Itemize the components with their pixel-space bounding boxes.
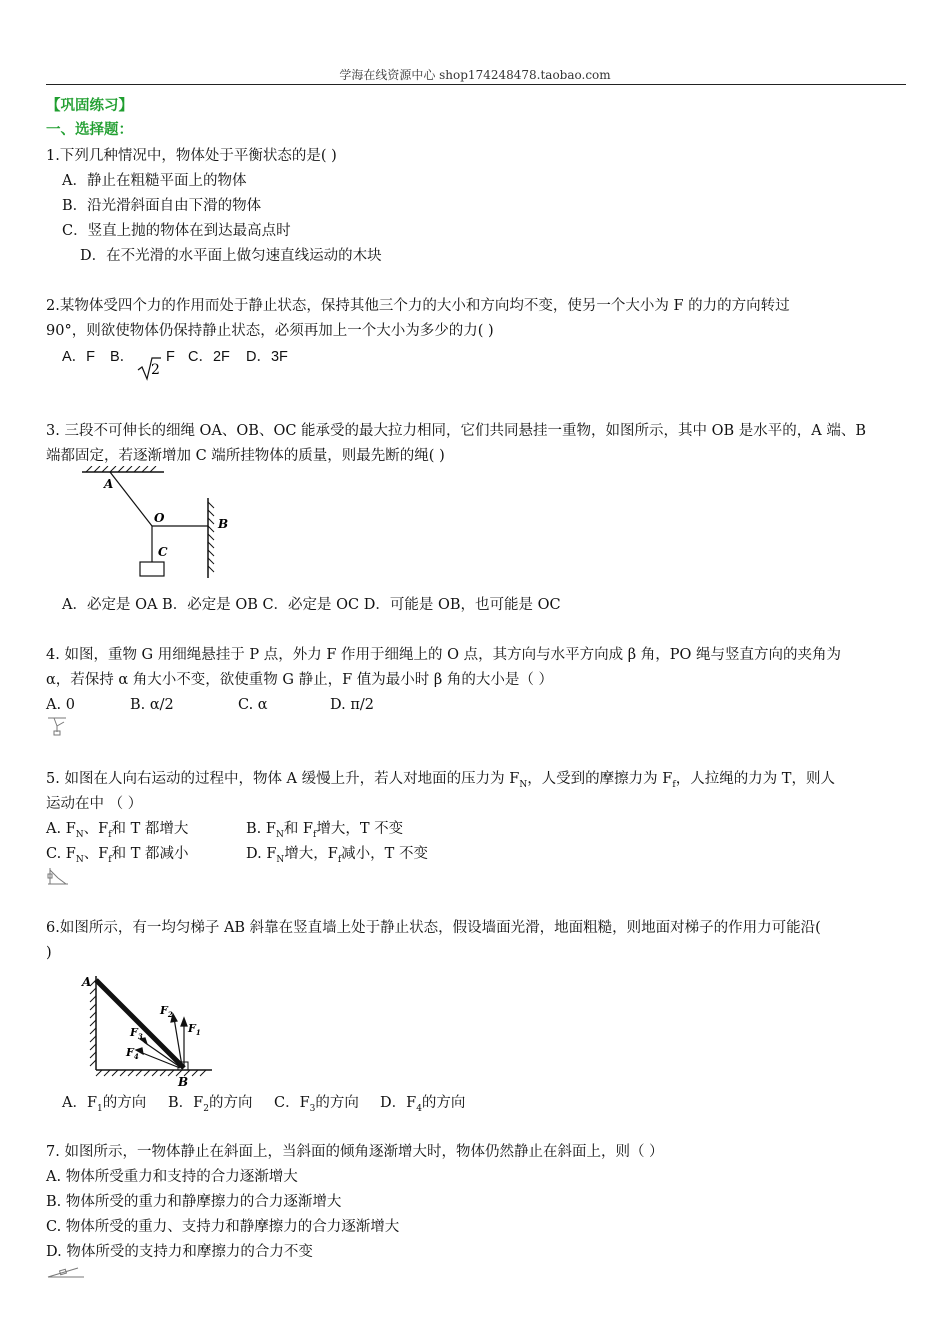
q5-stem-part1: 5. 如图在人向右运动的过程中，物体 A 缓慢上升，若人对地面的压力为 F bbox=[46, 771, 520, 787]
label-f4: $F_4$ bbox=[126, 1046, 139, 1061]
q6-option-b bbox=[168, 1093, 252, 1119]
q1-option-d: D．在不光滑的水平面上做匀速直线运动的木块 bbox=[80, 248, 382, 264]
ladder-ab bbox=[96, 980, 184, 1068]
q4-stem-line1: 4. 如图，重物 G 用细绳悬挂于 P 点，外力 F 作用于细绳上的 O 点，其方向与水平方向成 β 角，PO 绳与竖直方向的夹角为 bbox=[46, 647, 841, 663]
q6-c-pre: C．F bbox=[274, 1095, 310, 1111]
q6-option-a bbox=[62, 1093, 146, 1119]
q5-stem-part3: ，人拉绳的力为 T，则人 bbox=[675, 771, 835, 787]
q2-option-c: C．2F bbox=[188, 349, 230, 365]
label-o: O bbox=[154, 511, 165, 525]
q5-a-mid: 、F bbox=[83, 821, 109, 837]
label-b: B bbox=[218, 517, 229, 531]
q1-option-b: B．沿光滑斜面自由下滑的物体 bbox=[62, 198, 262, 214]
q5-c-pre: C. F bbox=[46, 846, 76, 862]
label-c: C bbox=[158, 545, 168, 559]
q5-b-sub2: f bbox=[312, 829, 317, 840]
hanging-mass bbox=[140, 562, 164, 576]
q2-option-a: A．F bbox=[62, 349, 96, 365]
q5-c-sub2: f bbox=[108, 854, 112, 865]
q5-option-a bbox=[46, 819, 188, 845]
q6-ladder-figure bbox=[76, 970, 216, 1088]
q2-option-d: D．3F bbox=[246, 349, 288, 365]
q5-b-mid: 和 F bbox=[283, 821, 313, 837]
q5-b-tail: 增大，T 不变 bbox=[316, 821, 404, 837]
q1-stem: 1.下列几种情况中，物体处于平衡状态的是( ) bbox=[46, 148, 337, 164]
q5-stem-line2: 运动在中 （ ） bbox=[46, 796, 143, 812]
q5-sub-n: N bbox=[519, 779, 528, 790]
q7-option-d: D. 物体所受的支持力和摩擦力的合力不变 bbox=[46, 1244, 313, 1260]
q6-b-pre: B．F bbox=[168, 1095, 204, 1111]
q6-a-pre: A．F bbox=[62, 1095, 98, 1111]
q6-stem-line2: ) bbox=[46, 945, 52, 961]
q5-stem-line1 bbox=[46, 769, 835, 795]
section-tag: 【巩固练习】 bbox=[46, 97, 133, 114]
q6-d-sub: 4 bbox=[416, 1103, 422, 1114]
label-a: A bbox=[104, 477, 114, 491]
q6-c-tail: 的方向 bbox=[315, 1095, 359, 1111]
q5-b-pre: B. F bbox=[246, 821, 276, 837]
q3-stem-line1: 3. 三段不可伸长的细绳 OA、OB、OC 能承受的最大拉力相同，它们共同悬挂一重物，如图所示，其中 OB 是水平的，A 端、B bbox=[46, 423, 867, 439]
q4-option-b: B. α/2 bbox=[130, 697, 174, 713]
q6-c-sub: 3 bbox=[309, 1103, 316, 1114]
q5-c-mid: 、F bbox=[83, 846, 109, 862]
q5-stem-part2: ，人受到的摩擦力为 F bbox=[527, 771, 673, 787]
q4-stem-line2: α，若保持 α 角大小不变，欲使重物 G 静止，F 值为最小时 β 角的大小是（ ） bbox=[46, 672, 553, 688]
q5-sub-f: f bbox=[672, 779, 676, 790]
q5-d-sub2: f bbox=[337, 854, 342, 865]
q7-option-b: B. 物体所受的重力和静摩擦力的合力逐渐增大 bbox=[46, 1194, 342, 1210]
label-f3: $F_3$ bbox=[130, 1026, 143, 1041]
q6-d-tail: 的方向 bbox=[421, 1095, 466, 1111]
q5-d-tail: 减小，T 不变 bbox=[341, 846, 428, 862]
q5-d-pre: D. F bbox=[246, 846, 277, 862]
q4-option-a: A. 0 bbox=[46, 697, 75, 713]
q5-d-mid: 增大，F bbox=[284, 846, 338, 862]
q5-a-tail: 和 T 都增大 bbox=[111, 821, 189, 837]
q6-d-pre: D．F bbox=[380, 1095, 417, 1111]
q5-option-d bbox=[246, 844, 428, 870]
q7-option-c: C. 物体所受的重力、支持力和静摩擦力的合力逐渐增大 bbox=[46, 1219, 400, 1235]
q5-a-sub1: N bbox=[75, 829, 84, 840]
sqrt-symbol bbox=[136, 354, 162, 382]
page-header: 学海在线资源中心 shop174248478.taobao.com bbox=[339, 68, 611, 82]
label-a: A bbox=[82, 975, 92, 989]
label-f1: $F_1$ bbox=[188, 1022, 201, 1037]
q6-option-c bbox=[274, 1093, 359, 1119]
q5-a-pre: A. F bbox=[46, 821, 76, 837]
label-f2: $F_2$ bbox=[160, 1004, 173, 1019]
q5-figure-thumbnail bbox=[46, 866, 70, 886]
q3-rope-figure bbox=[74, 466, 244, 582]
q3-stem-line2: 端都固定，若逐渐增加 C 端所挂物体的质量，则最先断的绳( ) bbox=[46, 448, 445, 464]
q2-stem-line1: 2.某物体受四个力的作用而处于静止状态，保持其他三个力的大小和方向均不变，使另一个大小为 F 的力的方向转过 bbox=[46, 298, 790, 314]
q6-b-tail: 的方向 bbox=[208, 1095, 253, 1111]
q6-a-tail: 的方向 bbox=[102, 1095, 147, 1111]
q5-option-b bbox=[246, 819, 403, 845]
q1-option-c: C．竖直上抛的物体在到达最高点时 bbox=[62, 223, 291, 239]
q2-option-b: B． bbox=[110, 349, 135, 365]
q6-stem-line1: 6.如图所示，有一均匀梯子 AB 斜靠在竖直墙上处于静止状态，假设墙面光滑，地面粗糙，则地面对梯子的作用力可能沿( bbox=[46, 920, 821, 936]
q5-d-sub1: N bbox=[276, 854, 285, 865]
sqrt-radicand: 2 bbox=[151, 362, 160, 378]
q7-figure-thumbnail bbox=[46, 1264, 86, 1280]
q6-b-sub: 2 bbox=[203, 1103, 209, 1114]
q5-b-sub1: N bbox=[275, 829, 284, 840]
q4-option-c: C. α bbox=[238, 697, 268, 713]
q4-option-d: D. π/2 bbox=[330, 697, 374, 713]
q5-c-sub1: N bbox=[75, 854, 84, 865]
q7-option-a: A. 物体所受重力和支持的合力逐渐增大 bbox=[46, 1169, 298, 1185]
q2-option-b-tail: F bbox=[166, 349, 175, 365]
section-heading: 一、选择题： bbox=[46, 121, 133, 138]
q6-a-sub: 1 bbox=[97, 1103, 103, 1114]
q7-stem: 7. 如图所示，一物体静止在斜面上，当斜面的倾角逐渐增大时，物体仍然静止在斜面上，则（ ） bbox=[46, 1144, 664, 1160]
rope-oa bbox=[110, 472, 152, 526]
label-b: B bbox=[178, 1075, 189, 1088]
q5-a-sub2: f bbox=[108, 829, 112, 840]
q6-option-d bbox=[380, 1093, 465, 1119]
header-divider bbox=[46, 84, 906, 85]
q2-stem-line2: 90°，则欲使物体仍保持静止状态，必须再加上一个大小为多少的力( ) bbox=[46, 323, 494, 339]
q1-option-a: A．静止在粗糙平面上的物体 bbox=[62, 173, 247, 189]
q4-figure-thumbnail bbox=[46, 716, 68, 736]
q3-options: A．必定是 OA B．必定是 OB C．必定是 OC D．可能是 OB，也可能是 OC bbox=[62, 597, 561, 613]
q5-c-tail: 和 T 都减小 bbox=[111, 846, 189, 862]
